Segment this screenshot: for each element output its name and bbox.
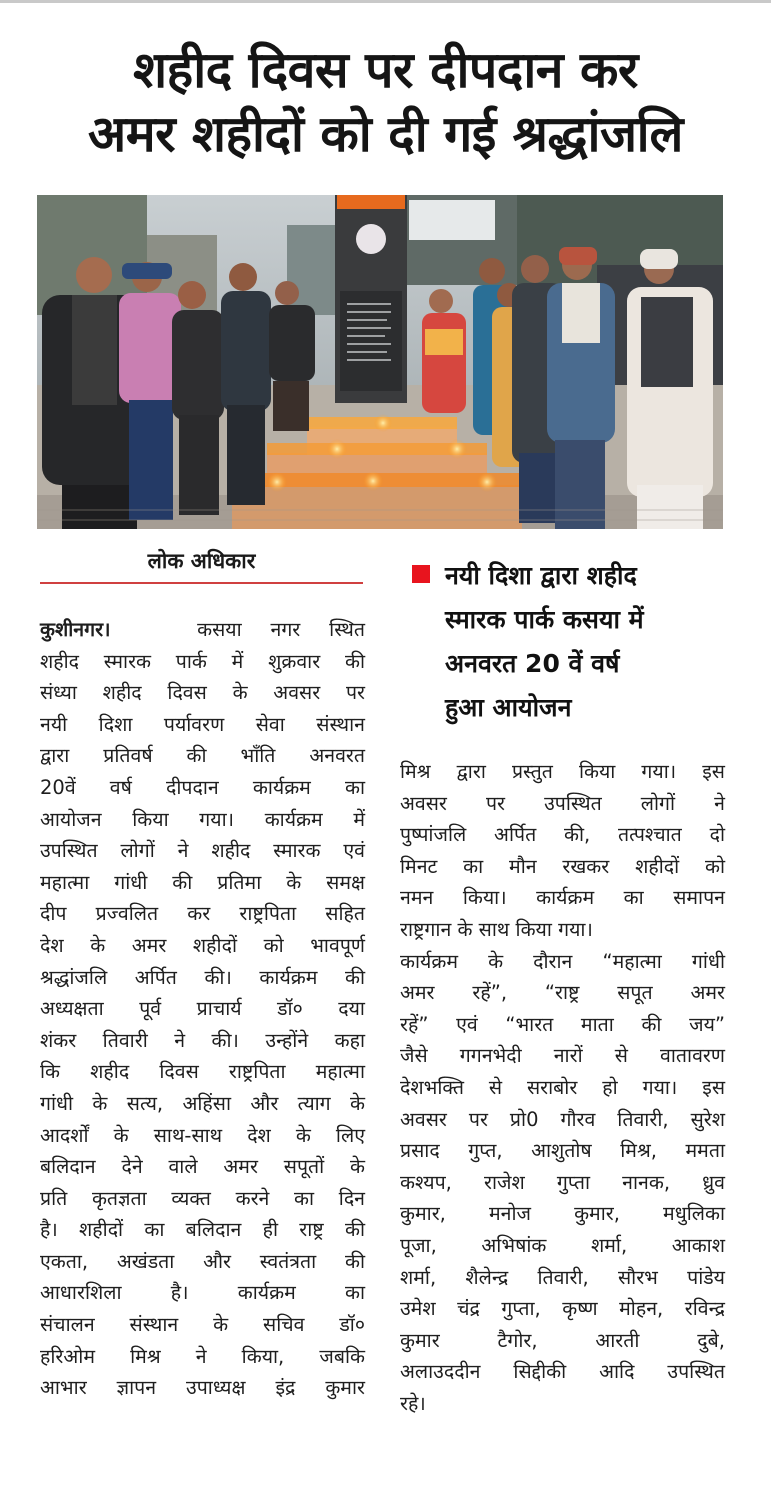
article-line: गांधी के सत्य, अहिंसा और त्याग के (40, 1091, 365, 1115)
article-line: अवसर पर प्रो0 गौरव तिवारी, सुरेश (400, 1107, 725, 1131)
byline-rule (40, 582, 363, 584)
article-line: द्वारा प्रतिवर्ष की भाँति अनवरत (40, 744, 365, 768)
article-line: संचालन संस्थान के सचिव डॉ० (40, 1313, 365, 1337)
news-photo (37, 195, 723, 529)
article-line: रहें” एवं “भारत माता की जय” (400, 1012, 725, 1036)
article-line: आभार ज्ञापन उपाध्यक्ष इंद्र कुमार (40, 1376, 365, 1400)
article-line: राष्ट्रगान के साथ किया गया। (400, 917, 593, 941)
article-line: कि शहीद दिवस राष्ट्रपिता महात्मा (40, 1060, 365, 1084)
article-line: श्रद्धांजलि अर्पित की। कार्यक्रम की (40, 965, 365, 989)
subheading (445, 554, 755, 730)
article-line: अध्यक्षता पूर्व प्राचार्य डॉ० दया (40, 997, 365, 1021)
article-line: शहीद स्मारक पार्क में शुक्रवार की (40, 649, 365, 673)
headline-line-2: अमर शहीदों को दी गई श्रद्धांजलि (88, 105, 683, 163)
article-line: कार्यक्रम के दौरान “महात्मा गांधी (400, 949, 725, 973)
subheading-line: स्मारक पार्क कसया में (445, 605, 644, 634)
subheading-bullet (412, 565, 430, 583)
headline (20, 38, 751, 166)
article-line: मिश्र द्वारा प्रस्तुत किया गया। इस (400, 760, 725, 783)
article-line: पुष्पांजलि अर्पित की, तत्पश्चात दो (400, 823, 725, 847)
article-line: 20वें वर्ष दीपदान कार्यक्रम का (40, 775, 365, 799)
top-rule (0, 0, 771, 3)
article-line: उपस्थित लोगों ने शहीद स्मारक एवं (40, 839, 365, 863)
article-line-text: कसया नगर स्थित (197, 618, 365, 641)
article-line (40, 614, 365, 646)
article-line: मिनट का मौन रखकर शहीदों को (400, 854, 725, 878)
article-line: प्रसाद गुप्त, आशुतोष मिश्र, ममता (400, 1139, 725, 1163)
article-line: महात्मा गांधी की प्रतिमा के समक्ष (40, 870, 365, 894)
article-line: आयोजन किया गया। कार्यक्रम में (40, 807, 365, 831)
article-line: देशभक्ति से सराबोर हो गया। इस (400, 1075, 725, 1099)
article-line: रहे। (400, 1391, 426, 1415)
article-left-column (40, 614, 365, 1404)
article-line: दीप प्रज्वलित कर राष्ट्रपिता सहित (40, 902, 365, 926)
article-line: अलाउददीन सिद्दीकी आदि उपस्थित (400, 1360, 725, 1384)
headline-line-1: शहीद दिवस पर दीपदान कर (133, 41, 638, 99)
article-line: कश्यप, राजेश गुप्ता नानक, ध्रुव (400, 1170, 725, 1194)
article-line: है। शहीदों का बलिदान ही राष्ट्र की (40, 1218, 365, 1242)
dateline: कुशीनगर। (40, 618, 111, 641)
subheading-line: हुआ आयोजन (445, 693, 572, 722)
article-line: संध्या शहीद दिवस के अवसर पर (40, 681, 365, 705)
article-line: शर्मा, शैलेन्द्र तिवारी, सौरभ पांडेय (400, 1265, 725, 1289)
article-line: जैसे गगनभेदी नारों से वातावरण (400, 1044, 725, 1068)
article-right-column (400, 756, 725, 1419)
article-line: प्रति कृतज्ञता व्यक्त करने का दिन (40, 1186, 365, 1210)
article-line: आधारशिला है। कार्यक्रम का (40, 1281, 365, 1305)
article-line: बलिदान देने वाले अमर सपूतों के (40, 1155, 365, 1179)
article-line: उमेश चंद्र गुप्ता, कृष्ण मोहन, रविन्द्र (400, 1297, 725, 1321)
subheading-line: नयी दिशा द्वारा शहीद (445, 561, 637, 590)
article-line: कुमार टैगोर, आरती दुबे, (400, 1328, 725, 1352)
article-line: एकता, अखंडता और स्वतंत्रता की (40, 1249, 365, 1273)
article-line: अमर रहें”, “राष्ट्र सपूत अमर (400, 981, 725, 1005)
subheading-line: अनवरत 20 वें वर्ष (445, 649, 620, 678)
article-line: नयी दिशा पर्यावरण सेवा संस्थान (40, 712, 365, 736)
article-line: आदर्शों के साथ-साथ देश के लिए (40, 1123, 365, 1147)
byline: लोक अधिकार (147, 549, 256, 573)
article-line: हरिओम मिश्र ने किया, जबकि (40, 1344, 365, 1368)
article-line: कुमार, मनोज कुमार, मधुलिका (400, 1202, 725, 1226)
article-line: शंकर तिवारी ने की। उन्होंने कहा (40, 1028, 365, 1052)
article-line: अवसर पर उपस्थित लोगों ने (400, 791, 725, 815)
article-line: देश के अमर शहीदों को भावपूर्ण (40, 933, 365, 957)
article-line: नमन किया। कार्यक्रम का समापन (400, 886, 725, 910)
article-line: पूजा, अभिषांक शर्मा, आकाश (400, 1233, 725, 1257)
